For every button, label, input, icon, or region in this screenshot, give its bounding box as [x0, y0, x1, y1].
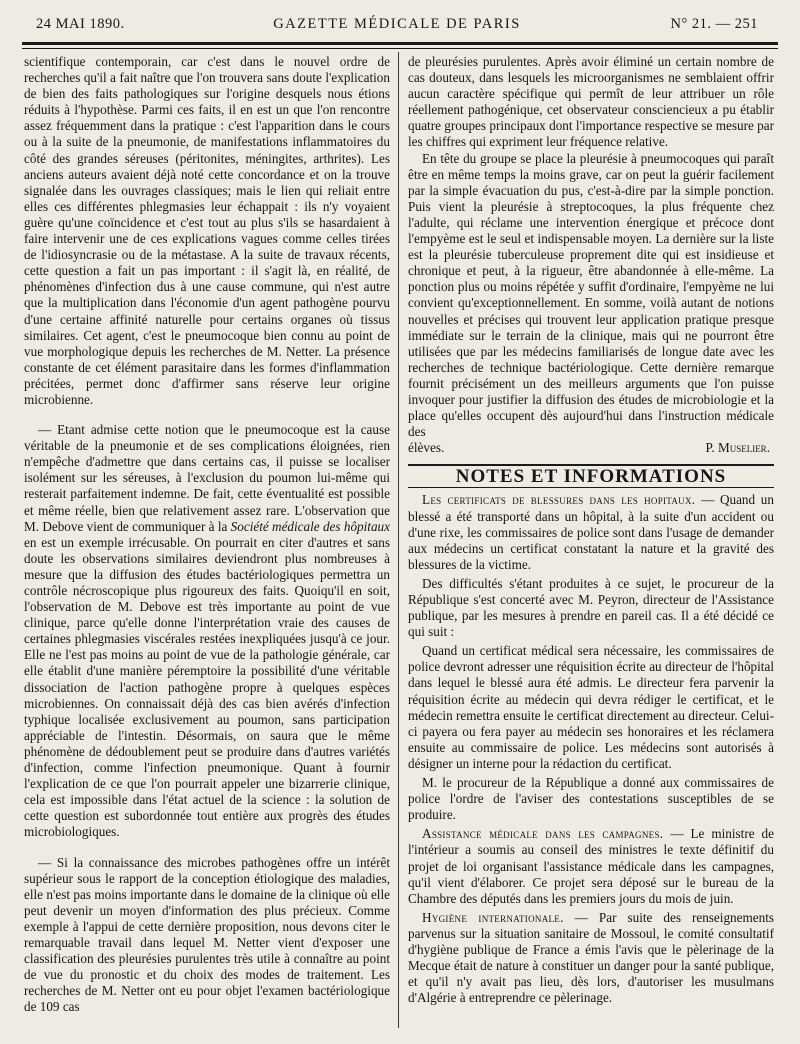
note-hygiene: [408, 910, 774, 1007]
right-paragraph-2: En tête du groupe se place la pleurésie à pneumocoques qui paraît être en même temps la moins grave, car on peut la guérir facilement par la simple évacuation du pus, c'est-à-dire par la simple ponction. Puis vient la pleurésie à streptocoques, la plus fréquente chez l'adulte, qui réclame une intervention énergique et précoce dont l'empyème est le seul et indispensable moyen. La dernière sur la liste est la pleurésie tuberculeuse proprement dite qui est insidieuse et chronique et peut, à la rigueur, être abandonnée à elle-même. La ponction plus ou moins répétée y suffit d'ordinaire, l'empyème ne lui convient qu'exceptionnellement. En somme, voilà autant de notions nouvelles et précises qui trouvent leur application pratique presque immédiate sur le terrain de la clinique, mais qui ne pourront être utilisées que par les médecins familiarisés de longue date avec les recherches de technique bactériologique. Cette dernière remarque fournit précisément un des meilleurs arguments que l'on puisse invoquer pour justifier la diffusion des études de microbiologie et la place qu'elles occupent dès aujourd'hui dans l'instruction médicale des: [408, 150, 774, 440]
note-hygiene-rubric: Hygiène internationale.: [422, 909, 564, 925]
left-paragraph-3: — Si la connaissance des microbes pathogènes offre un intérêt supérieur sous le rapport de la conception étiologique des maladies, elle n'est pas moins importante dans le domaine de la clinique où elle peut devenir un moyen d'information des plus précieux. Comme exemple à l'appui de cette dernière proposition, nous devons citer le remarquable travail dans lequel M. Netter vient d'exposer une classification des pleurésies purulentes très utile à connaître au point de vue du pronostic et du choix des modes de traitement. Les recherches de M. Netter ont eu pour objet l'examen bactériologique de 109 cas: [24, 854, 390, 1015]
right-paragraph-1: de pleurésies purulentes. Après avoir éliminé un certain nombre de cas douteux, dans lesquels les microorganismes ne semblaient offrir aucun caractère spécifique qui permît de leur attribuer un rôle réellement pathogénique, cet observateur consciencieux a pu établir quatre groupes principaux dont l'importance respective se mesure par les chiffres qui expriment leur fréquence relative.: [408, 54, 774, 150]
note-certificats-rubric: Les certificats de blessures dans les hopitaux.: [422, 492, 696, 508]
note-assistance: [408, 826, 774, 906]
header-rule-thick: [22, 42, 778, 45]
issue-page-number: N° 21. — 251: [670, 16, 758, 32]
notes-section-title: NOTES ET INFORMATIONS: [408, 464, 774, 488]
final-word: élèves.: [408, 440, 445, 456]
note-assistance-text: — Le ministre de l'intérieur a soumis au conseil des ministres le texte définitif du projet de loi organisant l'assistance médicale dans les campagnes, qu'il vient d'élaborer. Ce projet sera déposé sur le bureau de la Chambre des députés dans les premiers jours du mois de juin.: [408, 826, 774, 906]
issue-date: 24 MAI 1890.: [36, 16, 125, 32]
header-rule-thin: [22, 48, 778, 49]
note-certificats: [408, 492, 774, 572]
page-header: [36, 14, 758, 36]
note-reglement: Quand un certificat médical sera nécessaire, les commissaires de police devront adresser une réquisition écrite au directeur de l'hôpital dans lequel le blessé aura été admis. Le directeur fera parvenir la réquisition écrite au médecin qui devra rédiger le certificat, et le médecin remettra ensuite le certificat directement au directeur. Celui-ci payera ou fera payer au médecin ses honoraires et les réclamera ensuite au commissaire de police. Les médecins sont autorisés à désigner un interne pour la rédaction du certificat.: [408, 643, 774, 771]
note-assistance-rubric: Assistance médicale dans les campagnes.: [422, 826, 664, 842]
note-hygiene-text: — Par suite des renseignements parvenus sur la situation sanitaire de Mossoul, le comité consultatif d'hygiène publique de France a émis l'avis que le pèlerinage de la Mecque était de nature à constituer un danger pour la santé publique, et qu'il n'y avait pas lieu, dès lors, d'autoriser les musulmans d'Algérie à entreprendre ce pèlerinage.: [408, 909, 774, 1006]
note-difficultes: Des difficultés s'étant produites à ce sujet, le procureur de la République s'est concerté avec M. Peyron, directeur de l'Assistance publique, par les mesures à prendre en pareil cas. Il a été décidé ce qui suit :: [408, 575, 774, 640]
note-certificats-text: — Quand un blessé a été transporté dans un hôpital, à la suite d'un accident ou d'une rixe, les commissaires de police sont dans l'usage de demander aux médecins un certificat constatant la nature et la gravité des blessures de la victime.: [408, 492, 774, 572]
note-procureur: M. le procureur de la République a donné aux commissaires de police l'ordre de l'aviser des contestations susceptibles de se produire.: [408, 775, 774, 823]
left-paragraph-2: [24, 422, 390, 840]
author-signature: P. Muselier.: [705, 440, 770, 456]
journal-title: GAZETTE MÉDICALE DE PARIS: [273, 16, 521, 32]
society-name: Société médicale des hôpitaux: [230, 518, 390, 534]
left-paragraph-2-start: — Etant admise cette notion que le pneumocoque est la cause véritable de la pneumonie et de ses complications éloignées, rien n'empêche d'admettre que dans certains cas, il puisse se localiser isolément sur les séreuses, à l'exclusion du poumon lui-même qui resterait parfaitement indemne. De fait, cette éventualité est possible et même réelle, bien que relativement assez rare. L'observation que M. Debove vient de communiquer à la: [24, 422, 390, 534]
left-paragraph-1: scientifique contemporain, car c'est dans le nouvel ordre de recherches qu'il a fait naître que l'on trouvera sans doute l'explication de bien des faits pathologiques sur l'origine desquels nous étions réduits à l'hypothèse. Parmi ces faits, il en est un que l'on rencontre assez fréquemment dans la pratique : c'est l'apparition dans le cours ou à la suite de la pneumonie, de manifestations inflammatoires du côté des grandes séreuses (péritonites, méningites, arthrites). Les anciens auteurs avaient déjà noté cette concordance et on la trouve signalée dans les ouvrages classiques; mais le lien qui reliait entre elles ces différentes phlegmasies leur échappait : ils n'y voyaient guère qu'une coïncidence et c'est tout au plus s'ils se hasardaient à faire intervenir une de ces explications vagues comme celles tirées de l'idiosyncrasie ou de la métastase. A la suite de travaux récents, cette question a fait un pas important : il s'agit là, en réalité, de phénomènes d'infection dus à une cause commune, qui n'est autre que la multiplication dans l'économie d'un agent pathogène pourvu d'une certaine affinité naturelle pour certains organes où tissus similaires. Cet agent, c'est le pneumocoque bien connu au point de vue morphologique depuis les recherches de M. Netter. La présence constante de cet élément parasitaire dans les formes d'inflammation précitées, permet donc d'affirmer sans réserve leur origine microbienne.: [24, 54, 390, 407]
left-paragraph-2-end: en est un exemple irrécusable. On pourrait en citer d'autres et sans doute les observations similaires deviendront plus nombreuses à mesure que la diffusion des études bactériologiques permettra un contrôle nécroscopique plus rigoureux des faits. Quoiqu'il en soit, l'observation de M. Debove est très importante au point de vue clinique, parce qu'elle donne l'interprétation vraie des causes de certaines phlegmasies viscérales restées inexpliquées jusqu'à ce jour. Elle ne l'est pas moins au point de vue de la pathologie générale, car elle établit d'une manière péremptoire la possibilité d'une véritable dissociation de l'action pathogène propre à quelques espèces microbiennes. On connaissait déjà des cas bien avérés d'infection typhique localisée exclusivement au poumon, sans participation appréciable de l'intestin. Désormais, on saura que le même phénomène de dédoublement peut se produire dans d'autres variétés d'infection, comme l'infection pneumonique. Quant à fournir l'explication de ce que l'on pourrait appeler une bizarrerie clinique, cela est impossible dans l'état actuel de la science : la solution de cette question est subordonnée tout entière aux progrès des études microbiologiques.: [24, 534, 390, 840]
left-column: [24, 54, 390, 1029]
signature-line: [408, 440, 774, 456]
right-column: [408, 54, 774, 1029]
column-divider: [398, 52, 399, 1028]
